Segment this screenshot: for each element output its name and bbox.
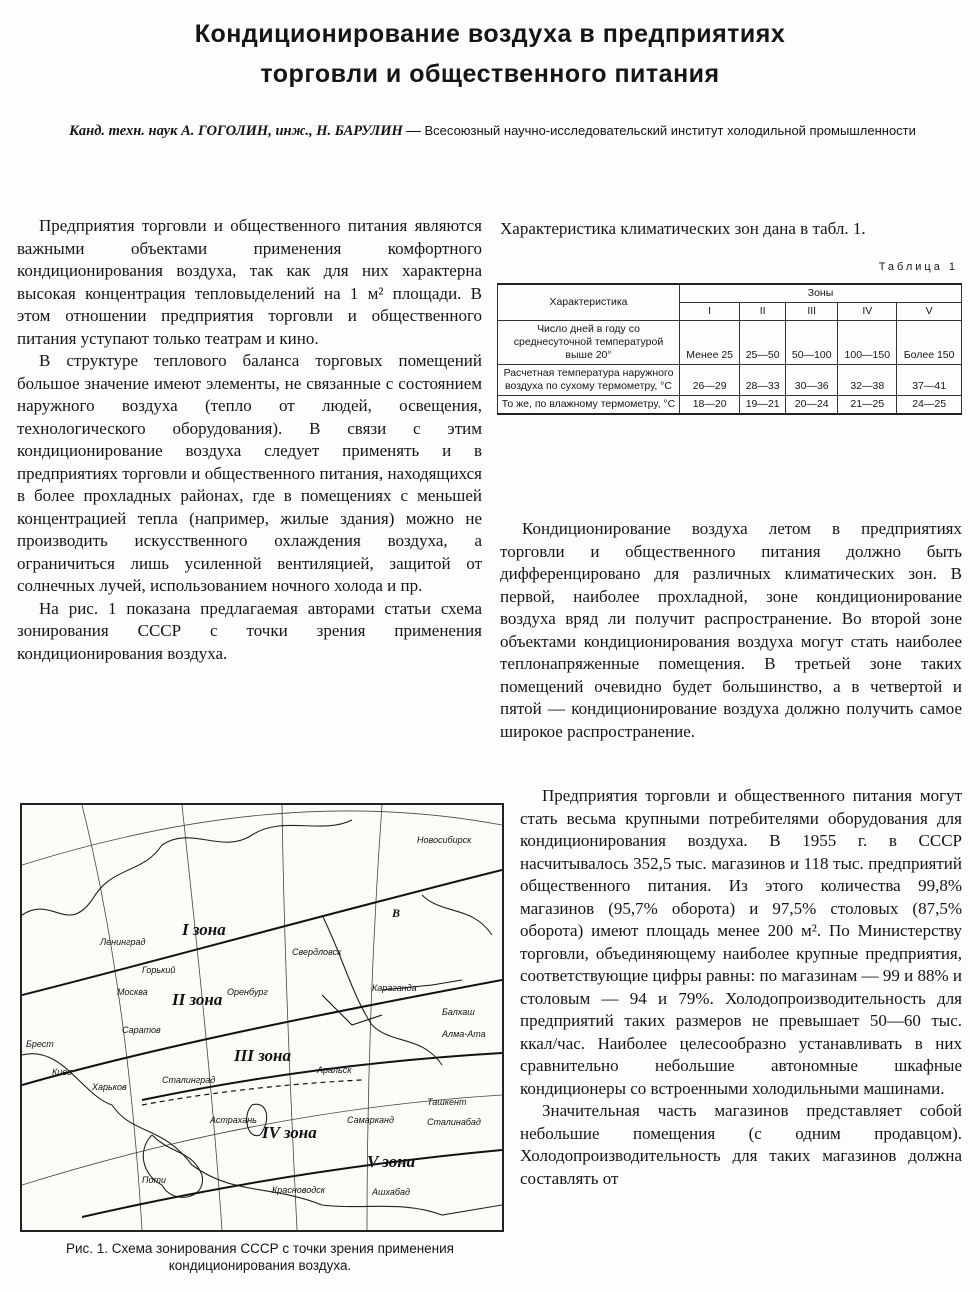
zone-label: V зона <box>367 1152 416 1171</box>
table-cell: 28—33 <box>740 365 786 396</box>
table-header-row <box>498 284 962 303</box>
table-cell: 20—24 <box>786 396 838 415</box>
zone-header: I <box>680 303 740 321</box>
table-row <box>498 396 962 415</box>
table-row <box>498 321 962 365</box>
city-label: Балхаш <box>442 1007 475 1017</box>
table-cell: Более 150 <box>897 321 962 365</box>
zone-header: IV <box>838 303 897 321</box>
table-cell: Менее 25 <box>680 321 740 365</box>
map-figure <box>22 805 502 1230</box>
city-label: В <box>392 906 401 920</box>
table-cell: 50—100 <box>786 321 838 365</box>
table-cell: 32—38 <box>838 365 897 396</box>
table-header-characteristic: Характеристика <box>498 284 680 321</box>
city-label: Красноводск <box>272 1185 326 1195</box>
city-label: Караганда <box>372 983 417 993</box>
figure-caption: Рис. 1. Схема зонирования СССР с точки зрения применения кондиционирования воздуха. <box>65 1241 454 1273</box>
city-label: Брест <box>26 1039 54 1049</box>
table-label: Таблица 1 <box>878 261 958 273</box>
city-label: Новосибирск <box>417 835 472 845</box>
paragraph: Предприятия торговли и общественного питания являются важными объектами применения комфортного кондиционирования воздуха, так как для них характерна высокая концентрация тепловыделений на 1 м² площади. В этом отношении предприятия торговли и общественного питания уступают только театрам и кино. <box>17 216 482 348</box>
title-line-1: Кондиционирование воздуха в предприятиях <box>194 20 786 48</box>
city-label: Киев <box>52 1067 73 1077</box>
zone-label: IV зона <box>262 1123 317 1142</box>
table-cell: 26—29 <box>680 365 740 396</box>
table-cell: 18—20 <box>680 396 740 415</box>
byline-authors: Канд. техн. наук А. ГОГОЛИН, инж., Н. БАРУЛИН — <box>69 123 421 139</box>
city-label: Аральск <box>317 1065 352 1075</box>
row-label: Расчетная температура наружного воздуха по сухому термометру, °С <box>498 365 680 396</box>
table-cell: 25—50 <box>740 321 786 365</box>
table-cell: 24—25 <box>897 396 962 415</box>
paragraph: Кондиционирование воздуха летом в предприятиях торговли и общественного питания должно быть дифференцировано для различных климатических зон. В первой, наиболее прохладной, зоне кондиционирование воздуха вряд ли получит распространение. Во второй зоне объектами кондиционирования воздуха могут стать наиболее теплонапряженные помещения. В третьей зоне таких помещений очевидно будет большинство, а в четвертой и пятой — кондиционирование воздуха должно получить самое широкое распространение. <box>500 519 962 741</box>
left-column <box>17 215 482 665</box>
table-cell: 37—41 <box>897 365 962 396</box>
city-label: Сталинабад <box>427 1117 481 1127</box>
right-column-lower <box>520 785 962 1190</box>
table-row <box>498 365 962 396</box>
city-label: Саратов <box>122 1025 161 1035</box>
city-label: Харьков <box>92 1082 127 1092</box>
city-label: Алма-Ата <box>442 1029 486 1039</box>
city-label: Оренбург <box>227 987 268 997</box>
city-label: Москва <box>117 987 148 997</box>
city-label: Поти <box>142 1175 167 1185</box>
zoning-map <box>20 803 504 1232</box>
table-cell: 100—150 <box>838 321 897 365</box>
zone-header: V <box>897 303 962 321</box>
city-label: Астрахань <box>210 1115 257 1125</box>
article-title <box>0 14 980 94</box>
table-cell: 21—25 <box>838 396 897 415</box>
zone-label: I зона <box>182 920 226 939</box>
byline-institute: Всесоюзный научно-исследовательский институт холодильной промышленности <box>424 123 916 138</box>
paragraph: На рис. 1 показана предлагаемая авторами статьи схема зонирования СССР с точки зрения применения кондиционирования воздуха. <box>17 598 482 663</box>
row-label: То же, по влажному термометру, °С <box>498 396 680 415</box>
right-column <box>500 518 962 743</box>
zones-table <box>497 283 962 415</box>
zone-header: III <box>786 303 838 321</box>
city-label: Ленинград <box>100 937 146 947</box>
zone-label: III зона <box>234 1046 291 1065</box>
zone-label: II зона <box>172 990 223 1009</box>
table-cell: 30—36 <box>786 365 838 396</box>
row-label: Число дней в году со среднесуточной температурой выше 20° <box>498 321 680 365</box>
city-label: Самарканд <box>347 1115 394 1125</box>
byline <box>20 120 965 142</box>
paragraph: В структуре теплового баланса торговых помещений большое значение имеют элементы, не связанные с состоянием наружного воздуха (тепло от людей, освещения, технологического оборудования). В связи с этим кондиционирование воздуха следует применять и в предприятиях торговли и общественного питания, находящихся в более прохладных районах, где в помещениях с меньшей концентрацией тепла (например, жилые здания) можно не производить искусственного охлаждения воздуха, а ограничиться лишь усиленной вентиляцией, защитой от солнечных лучей, использованием ночного холода и пр. <box>17 351 482 595</box>
paragraph: Предприятия торговли и общественного питания могут стать весьма крупными потребителями оборудования для кондиционирования воздуха. В 1955 г. в СССР насчитывалось 352,5 тыс. магазинов и 118 тыс. предприятий общественного питания. Из этого количества 99,8% магазинов (95,7% оборота) и 97,5% столовых (87,5% оборота) имеют площадь менее 200 м². По Министерству торговли, объединяющему наиболее крупные предприятия, соответствующие цифры равны: по магазинам — 99 и 88% и столовым — 94 и 79%. Холодопроизводительность для предприятий таких размеров не превышает 50—60 тыс. ккал/час. Наиболее целесообразно устанавливать в них сравнительно небольшие автономные шкафные кондиционеры со встроенными холодильными машинами. <box>520 786 962 1098</box>
zone-header: II <box>740 303 786 321</box>
table-cell: 19—21 <box>740 396 786 415</box>
table-header-zones: Зоны <box>680 284 962 303</box>
title-line-2: торговли и общественного питания <box>260 60 720 88</box>
city-label: Свердловск <box>292 947 342 957</box>
city-label: Ашхабад <box>372 1187 410 1197</box>
city-label: Сталинград <box>162 1075 216 1085</box>
city-label: Горький <box>142 965 176 975</box>
table-intro: Характеристика климатических зон дана в табл. 1. <box>500 219 866 238</box>
city-label: Ташкент <box>427 1097 467 1107</box>
paragraph: Значительная часть магазинов представляет собой небольшие помещения (с одним продавцом). Холодопроизводительность для таких магазинов должна составлять от <box>520 1101 962 1188</box>
